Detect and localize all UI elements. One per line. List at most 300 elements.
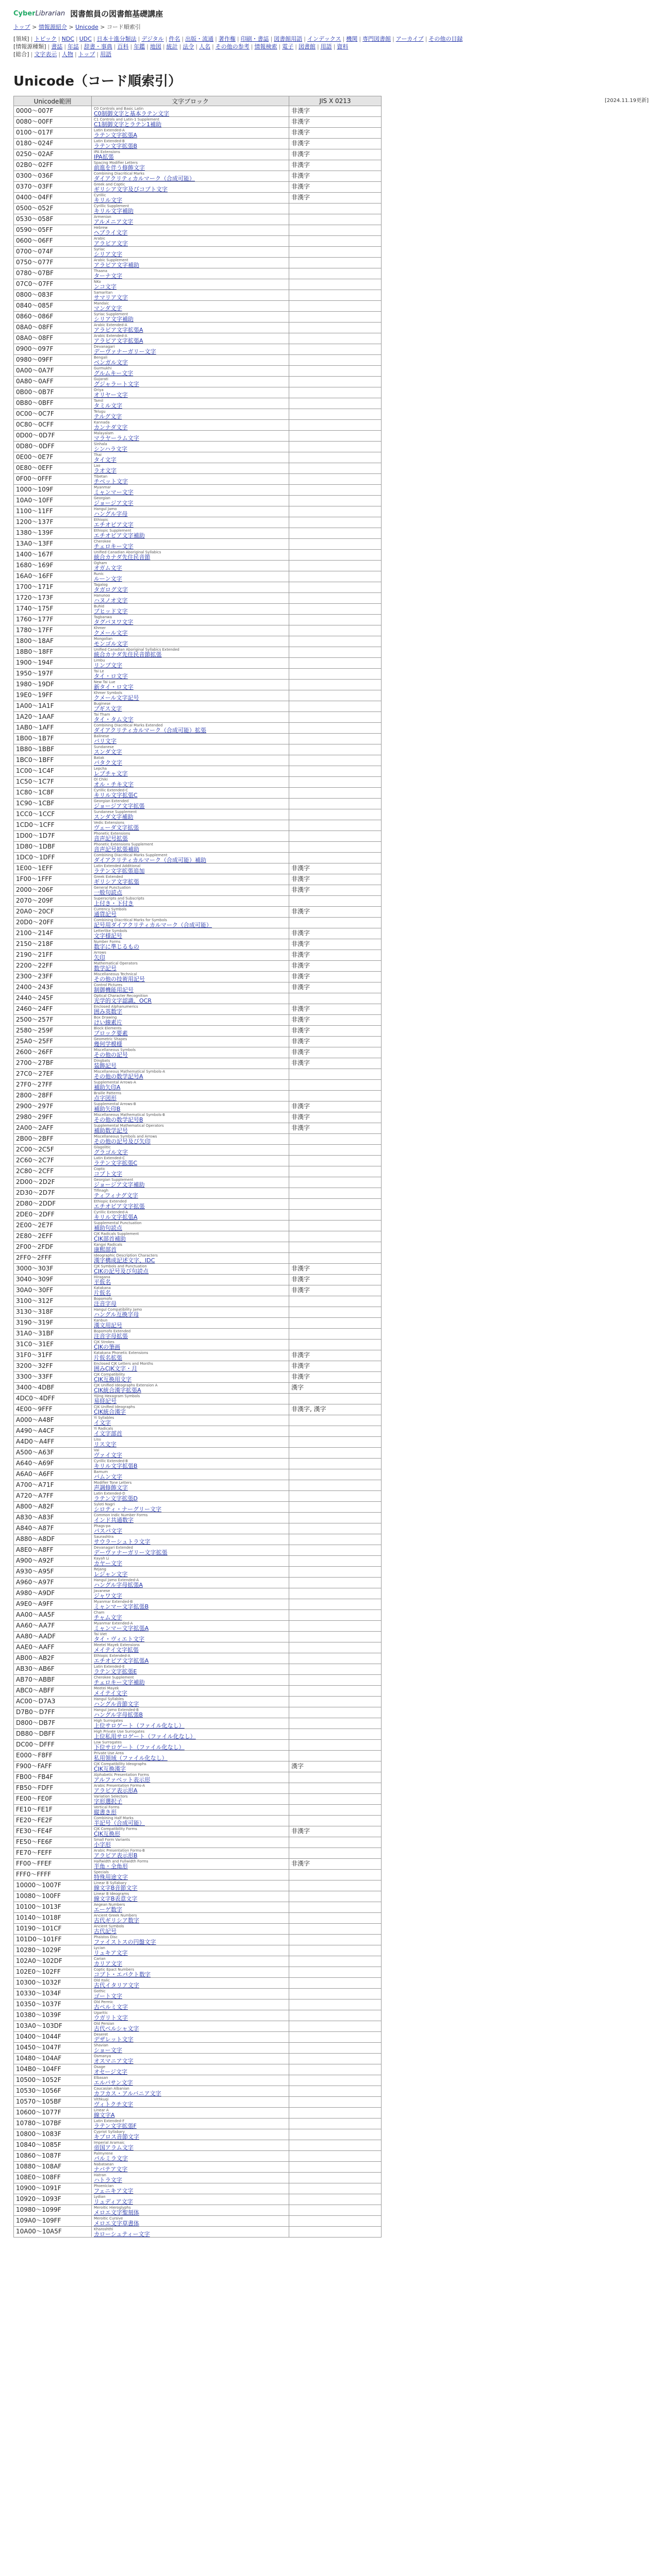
block-link[interactable]: 一般句読点 [94, 889, 122, 896]
table-row [14, 1221, 382, 1231]
block-link[interactable]: CJKの記号及び句読点 [94, 1268, 149, 1275]
site-logo[interactable]: CyberLibrarian [13, 9, 65, 18]
block-link[interactable]: 小字形 [94, 1841, 111, 1848]
jis-cell: 非漢字 [289, 1123, 382, 1134]
block-cell [92, 1134, 289, 1145]
block-link[interactable]: ジョージア文字拡張 [94, 803, 145, 809]
table-row [14, 1740, 382, 1751]
block-link[interactable]: CJK互換形 [94, 1831, 121, 1837]
block-link[interactable]: 補助数学記号 [94, 1127, 128, 1134]
jis-cell [289, 1621, 382, 1632]
jis-cell [289, 788, 382, 799]
block-link[interactable]: 囲み英数字 [94, 1008, 122, 1015]
block-link[interactable]: 点字図形 [94, 1095, 117, 1101]
breadcrumb-item[interactable]: 情報源紹介 [38, 24, 67, 30]
block-link[interactable]: クメール文字記号 [94, 694, 139, 701]
block-link[interactable]: 半記号（合成可能） [94, 1820, 145, 1826]
nav-link[interactable]: 用語 [320, 43, 332, 50]
nav-link[interactable]: 書誌 [51, 43, 63, 50]
block-link[interactable]: 片仮名拡張 [94, 1354, 122, 1361]
block-link[interactable]: ルーン文字 [94, 575, 122, 582]
nav-link[interactable]: 著作権 [218, 36, 236, 42]
range-cell: A980～A9DF [14, 1588, 92, 1599]
block-link[interactable]: イ文字部首 [94, 1430, 122, 1437]
block-link[interactable]: ミャンマー文字拡張B [94, 1603, 149, 1610]
nav-link[interactable]: その他の参考 [215, 43, 250, 50]
block-link[interactable]: シンハラ文字 [94, 446, 127, 452]
block-link[interactable]: 文字様記号 [94, 933, 122, 939]
block-link[interactable]: ラオ文字 [94, 467, 117, 474]
block-link[interactable]: 片仮名 [94, 1290, 111, 1296]
block-link[interactable]: 注音字母拡張 [94, 1333, 128, 1340]
jis-cell [289, 1459, 382, 1469]
nav-link[interactable]: 出版・流通 [185, 36, 214, 42]
block-link[interactable]: 数字に準じるもの [94, 943, 139, 950]
block-link[interactable]: 帝国アラム文字 [94, 2144, 134, 2151]
block-cell [92, 593, 289, 604]
block-link[interactable]: タイ・タム文字 [94, 716, 134, 723]
table-row [14, 766, 382, 777]
nav-link[interactable]: UDC [79, 36, 92, 42]
table-row [14, 2064, 382, 2075]
block-link[interactable]: カヤー文字 [94, 1560, 122, 1567]
block-english-name: Ugaritic [94, 2011, 108, 2015]
range-cell: FF00～FFEF [14, 1859, 92, 1870]
block-link[interactable]: メロエ文字草書体 [94, 2220, 139, 2227]
block-link[interactable]: インド共通数字 [94, 1517, 134, 1523]
range-cell: 1C90～1CBF [14, 799, 92, 809]
block-link[interactable]: ハングル字母 [94, 511, 128, 517]
range-cell: 0C00～0C7F [14, 409, 92, 420]
nav-link[interactable]: 人物 [62, 51, 74, 58]
block-link[interactable]: 囲みCJK文字・月 [94, 1365, 138, 1372]
block-link[interactable]: タイ文字 [94, 456, 117, 463]
range-cell: 10530～1056F [14, 2086, 92, 2097]
nav-link[interactable]: インデックス [307, 36, 341, 42]
block-link[interactable]: カローシュティー文字 [94, 2231, 150, 2238]
block-link[interactable]: ブギス文字 [94, 705, 122, 712]
block-link[interactable]: オスマニア文字 [94, 2058, 134, 2064]
range-cell: AB00～AB2F [14, 1653, 92, 1664]
block-link[interactable]: ショー文字 [94, 2047, 122, 2054]
block-link[interactable]: 私用領域（ファイル化なし） [94, 1755, 168, 1761]
block-link[interactable]: チェロキー文字 [94, 543, 134, 550]
block-link[interactable]: タミル文字 [94, 402, 122, 409]
block-link[interactable]: キプロス音節文字 [94, 2133, 139, 2140]
nav-link[interactable]: 地図 [150, 43, 161, 50]
block-link[interactable]: 字形選択子 [94, 1798, 122, 1805]
block-link[interactable]: スンダ文字 [94, 749, 122, 755]
block-link[interactable]: ヴィトクチ文字 [94, 2101, 134, 2108]
block-link[interactable]: ダイアクリティカルマーク（合成可能） [94, 175, 195, 182]
block-link[interactable]: キリル文字補助 [94, 208, 134, 214]
block-cell [92, 647, 289, 658]
block-link[interactable]: パルミラ文字 [94, 2155, 128, 2162]
block-link[interactable]: C1制御文字とラテン1補助 [94, 121, 162, 128]
table-row [14, 1480, 382, 1491]
block-link[interactable]: ヴァイ文字 [94, 1452, 122, 1459]
block-link[interactable]: 音声記号拡張 [94, 835, 128, 842]
block-link[interactable]: バムン文字 [94, 1473, 122, 1480]
block-link[interactable]: ジョージア文字 [94, 500, 134, 506]
block-link[interactable]: ラテン文字拡張A [94, 132, 137, 139]
block-link[interactable]: その他の技術用記号 [94, 976, 145, 982]
range-cell: 10080～100FF [14, 1891, 92, 1902]
block-link[interactable]: エルバサン文字 [94, 2079, 133, 2086]
nav-separator: | [47, 43, 50, 50]
block-link[interactable]: ハングル音節文字 [94, 1701, 139, 1707]
block-link[interactable]: 前進を伴う修飾文字 [94, 164, 145, 171]
block-link[interactable]: エチオピア文字 [94, 521, 134, 528]
block-link[interactable]: ハングル字母拡張A [94, 1582, 143, 1588]
block-link[interactable]: CJKの筆画 [94, 1344, 121, 1350]
block-link[interactable]: 音声記号拡張補助 [94, 846, 139, 853]
range-cell: AC00～D7A3 [14, 1697, 92, 1707]
nav-link[interactable]: 情報検索 [254, 43, 277, 50]
block-link[interactable]: キリル文字 [94, 197, 122, 204]
block-link[interactable]: 古ペルミ文字 [94, 2004, 128, 2010]
block-english-name: Ogham [94, 561, 107, 565]
block-link[interactable]: フェニキア文字 [94, 2188, 134, 2194]
nav-link[interactable]: その他の目録 [428, 36, 463, 42]
block-english-name: CJK Unified Ideographs Extension A [94, 1383, 158, 1387]
block-link[interactable]: 声調修飾文字 [94, 1484, 128, 1491]
block-link[interactable]: コプト文字 [94, 1171, 122, 1177]
block-cell [92, 2129, 289, 2140]
block-link[interactable]: ファイストスの円盤文字 [94, 1939, 156, 1945]
nav-link[interactable]: 百科 [117, 43, 129, 50]
nav-link[interactable]: 図書館用語 [274, 36, 303, 42]
block-link[interactable]: メロエ文字聖刻体 [94, 2209, 139, 2216]
block-link[interactable]: C0制御文字と基本ラテン文字 [94, 110, 170, 117]
block-link[interactable]: CJK互換漢字 [94, 1766, 126, 1772]
block-link[interactable]: ラテン文字拡張D [94, 1495, 138, 1502]
block-link[interactable]: 古代ギリシア数字 [94, 1917, 139, 1924]
block-link[interactable]: ティフィナグ文字 [94, 1192, 138, 1199]
block-link[interactable]: ブヒッド文字 [94, 608, 128, 615]
block-link[interactable]: IPA拡張 [94, 154, 114, 160]
block-link[interactable]: ブロック要素 [94, 1030, 128, 1037]
block-link[interactable]: 光学的文字認識、OCR [94, 997, 152, 1004]
block-link[interactable]: グジャラート文字 [94, 381, 139, 387]
block-link[interactable]: ミャンマー文字拡張A [94, 1625, 149, 1632]
block-cell [92, 485, 289, 496]
nav-link[interactable]: 件名 [169, 36, 180, 42]
block-link[interactable]: 記号用ダイアクリティカルマーク（合成可能） [94, 922, 212, 928]
block-link[interactable]: デーヴァナーガリー文字 [94, 348, 156, 355]
block-link[interactable]: ヘブライ文字 [94, 229, 128, 236]
block-link[interactable]: オガム文字 [94, 565, 122, 571]
nav-link[interactable]: 電子 [282, 43, 294, 50]
table-row [14, 333, 382, 344]
block-link[interactable]: モンゴル文字 [94, 640, 128, 647]
block-link[interactable]: ラテン文字拡張追加 [94, 868, 145, 874]
range-cell: 3200～32FF [14, 1361, 92, 1372]
block-link[interactable]: タイ・ロ文字 [94, 673, 128, 680]
block-link[interactable]: 線文字B表意文字 [94, 1895, 138, 1902]
block-english-name: Glagolitic [94, 1145, 111, 1149]
block-link[interactable]: アラビア文字 [94, 240, 128, 247]
jis-cell [289, 452, 382, 463]
block-link[interactable]: バリ文字 [94, 738, 117, 744]
block-english-name: Combining Half Marks [94, 1816, 134, 1820]
block-link[interactable]: アラビア文字補助 [94, 262, 139, 268]
block-cell [92, 1783, 289, 1794]
range-cell: 0840～085F [14, 301, 92, 312]
block-link[interactable]: リス文字 [94, 1441, 117, 1448]
block-link[interactable]: マンダ文字 [94, 305, 122, 312]
block-link[interactable]: チャム文字 [94, 1614, 122, 1621]
block-link[interactable]: 通貨記号 [94, 911, 117, 918]
block-link[interactable]: ラテン文字拡張B [94, 143, 137, 149]
block-link[interactable]: ハングル互換字母 [94, 1311, 139, 1318]
nav-link[interactable]: 資料 [337, 43, 349, 50]
block-link[interactable]: サウラーシュトラ文字 [94, 1538, 151, 1545]
block-link[interactable]: 古代ペルシャ文字 [94, 2025, 139, 2032]
block-link[interactable]: 康熙部首 [94, 1246, 117, 1253]
block-link[interactable]: タグバヌワ文字 [94, 619, 134, 625]
range-cell: 31F0～31FF [14, 1350, 92, 1361]
table-row [14, 712, 382, 723]
table-row [14, 1491, 382, 1502]
block-link[interactable]: シリア文字補助 [94, 316, 134, 323]
block-link[interactable]: アラビア表示形A [94, 1787, 138, 1794]
breadcrumb-item[interactable]: Unicode [75, 24, 98, 30]
nav-link[interactable]: 文字表示 [34, 51, 57, 58]
nav-separator: | [162, 43, 165, 50]
block-english-name: Gothic [94, 1989, 106, 1993]
block-link[interactable]: ゴート文字 [94, 1993, 122, 1999]
block-link[interactable]: 制御機能用記号 [94, 987, 134, 993]
block-link[interactable]: シリア文字 [94, 251, 122, 258]
block-link[interactable]: シロティ・ナーグリー文字 [94, 1506, 162, 1513]
nav-link[interactable]: 印刷・書誌 [240, 36, 269, 42]
block-link[interactable]: ハヌノオ文字 [94, 597, 128, 604]
block-link[interactable]: レプチャ文字 [94, 770, 128, 777]
block-link[interactable]: タイ・ヴィエト文字 [94, 1636, 145, 1642]
block-link[interactable]: ジョージア文字補助 [94, 1181, 145, 1188]
block-english-name: CJK Unified Ideographs [94, 1405, 135, 1409]
block-link[interactable]: テルグ文字 [94, 413, 122, 420]
range-cell: 1900～194F [14, 658, 92, 669]
block-link[interactable]: アラビア表示形B [94, 1852, 138, 1859]
nav-link[interactable]: 年誌 [68, 43, 79, 50]
block-link[interactable]: パスパ文字 [94, 1528, 122, 1534]
block-link[interactable]: マラヤーラム文字 [94, 435, 139, 442]
block-link[interactable]: CJK統合漢字拡張A [94, 1387, 141, 1394]
jis-cell: 非漢字 [289, 1859, 382, 1870]
block-link[interactable]: 線文字B音節文字 [94, 1885, 138, 1891]
block-link[interactable]: ジャワ文字 [94, 1592, 122, 1599]
block-link[interactable]: ラテン文字拡張F [94, 2123, 137, 2129]
block-link[interactable]: リンブ文字 [94, 662, 122, 669]
block-link[interactable]: 古代イタリア文字 [94, 1982, 139, 1989]
block-link[interactable]: キリル文字拡張C [94, 792, 138, 799]
block-link[interactable]: デザレット文字 [94, 2036, 134, 2043]
block-link[interactable]: ラテン文字拡張C [94, 1160, 138, 1166]
block-link[interactable]: 漢文用記号 [94, 1322, 122, 1329]
block-link[interactable]: 新タイ・ロ文字 [94, 684, 134, 690]
block-link[interactable]: 下位サロゲート（ファイル化なし） [94, 1744, 185, 1751]
nav-link[interactable]: NDC [61, 36, 74, 42]
nav-link[interactable]: トピック [34, 36, 57, 42]
block-link[interactable]: グルムキー文字 [94, 370, 134, 377]
block-link[interactable]: エチオピア文字補助 [94, 532, 145, 539]
range-cell: 19E0～19FF [14, 690, 92, 701]
block-link[interactable]: 線文字A [94, 2112, 115, 2119]
block-link[interactable]: その他の数学記号B [94, 1116, 143, 1123]
jis-cell [289, 1989, 382, 1999]
block-link[interactable]: 古代記号 [94, 1928, 117, 1935]
block-link[interactable]: オセージ文字 [94, 2069, 128, 2075]
block-link[interactable]: けい線素片 [94, 1019, 122, 1026]
block-link[interactable]: 補助句読点 [94, 1225, 122, 1231]
block-link[interactable]: ラテン文字拡張E [94, 1668, 137, 1675]
table-row [14, 2054, 382, 2064]
block-link[interactable]: リュキア文字 [94, 1950, 128, 1956]
range-cell: A880～A8DF [14, 1534, 92, 1545]
block-link[interactable]: ダイアクリティカルマーク（合成可能）補助 [94, 857, 207, 863]
block-link[interactable]: ミャンマー文字 [94, 489, 134, 496]
block-link[interactable]: 漢字構成記述文字、IDC [94, 1257, 155, 1264]
block-link[interactable]: ハトラ文字 [94, 2177, 122, 2183]
block-link[interactable]: サマリア文字 [94, 294, 128, 301]
jis-cell [289, 615, 382, 625]
jis-cell [289, 333, 382, 344]
jis-cell [289, 1156, 382, 1166]
block-link[interactable]: 補助矢印A [94, 1084, 121, 1091]
block-english-name: Small Form Variants [94, 1838, 130, 1842]
block-link[interactable]: 易経記号 [94, 1398, 117, 1404]
block-link[interactable]: 統合カナダ先住民音節拡張 [94, 651, 162, 658]
table-row [14, 2183, 382, 2194]
block-link[interactable]: バタク文字 [94, 759, 122, 766]
block-link[interactable]: 幾何学模様 [94, 1041, 122, 1047]
block-link[interactable]: グラゴル文字 [94, 1149, 128, 1156]
block-link[interactable]: ンコ文字 [94, 283, 117, 290]
block-link[interactable]: カフカス・アルバニア文字 [94, 2090, 161, 2097]
block-link[interactable]: チェロキー文字補助 [94, 1679, 145, 1686]
block-link[interactable]: ナバテア文字 [94, 2166, 128, 2173]
nav-link[interactable]: 機関 [346, 36, 358, 42]
block-link[interactable]: リュディア文字 [94, 2198, 133, 2205]
block-link[interactable]: アラビア文字拡張A [94, 327, 143, 333]
block-link[interactable]: レジャン文字 [94, 1571, 128, 1578]
block-link[interactable]: 補助矢印B [94, 1106, 121, 1112]
block-link[interactable]: 平仮名 [94, 1279, 111, 1285]
block-link[interactable]: アラビア文字拡張A [94, 337, 143, 344]
nav-link[interactable]: 専門図書館 [362, 36, 391, 42]
nav-link[interactable]: 辞書・事典 [84, 43, 112, 50]
block-link[interactable]: カンナダ文字 [94, 424, 128, 431]
block-link[interactable]: キリル文字拡張B [94, 1463, 138, 1469]
block-link[interactable]: メイテイ文字拡張 [94, 1647, 139, 1653]
block-link[interactable]: タガログ文字 [94, 586, 128, 593]
block-link[interactable]: ウガリト文字 [94, 2014, 128, 2021]
block-link[interactable]: オリヤー文字 [94, 392, 128, 398]
block-link[interactable]: その他の記号及び矢印 [94, 1138, 151, 1145]
nav-link[interactable]: 統計 [166, 43, 178, 50]
block-link[interactable]: ダイアクリティカルマーク（合成可能）拡張 [94, 727, 207, 734]
block-link[interactable]: コプト・エパクト数字 [94, 1971, 151, 1978]
block-link[interactable]: 縦書き形 [94, 1809, 117, 1816]
nav-link[interactable]: トップ [78, 51, 95, 58]
block-link[interactable]: クメール文字 [94, 630, 128, 636]
block-link[interactable]: 矢印 [94, 954, 105, 961]
block-link[interactable]: ハングル字母拡張B [94, 1711, 143, 1718]
block-link[interactable]: アルファベット表示形 [94, 1776, 151, 1783]
nav-link[interactable]: 人名 [199, 43, 211, 50]
block-link[interactable]: ヴェーダ文字拡張 [94, 824, 139, 831]
table-row [14, 582, 382, 593]
block-link[interactable]: CJK互換用文字 [94, 1376, 132, 1383]
nav-link[interactable]: デジタル [141, 36, 164, 42]
block-link[interactable]: ギリシア文字及びコプト文字 [94, 186, 168, 193]
block-link[interactable]: 統合カナダ先住民音節 [94, 554, 151, 561]
block-link[interactable]: チベット文字 [94, 478, 128, 485]
block-link[interactable]: 注音字母 [94, 1300, 117, 1307]
block-link[interactable]: エーゲ数字 [94, 1906, 122, 1913]
nav-link[interactable]: アーカイブ [395, 36, 424, 42]
block-link[interactable]: デーヴァナーガリー文字拡張 [94, 1549, 168, 1556]
jis-cell [289, 1480, 382, 1491]
nav-link[interactable]: 用語 [100, 51, 112, 58]
block-link[interactable]: エチオピア文字拡張 [94, 1203, 145, 1210]
table-row [14, 1188, 382, 1199]
block-link[interactable]: CJK統合漢字 [94, 1409, 126, 1415]
jis-cell [289, 344, 382, 355]
block-link[interactable]: 装飾記号 [94, 1062, 117, 1069]
table-row [14, 1729, 382, 1740]
block-link[interactable]: 上付き・下付き [94, 900, 134, 907]
jis-cell [289, 1578, 382, 1588]
block-link[interactable]: スンダ文字補助 [94, 814, 134, 820]
block-link[interactable]: 数学記号 [94, 965, 117, 972]
block-english-name: Yi Radicals [94, 1427, 113, 1431]
block-link[interactable]: エチオピア文字拡張A [94, 1657, 149, 1664]
block-link[interactable]: 特殊用途文字 [94, 1874, 128, 1880]
block-link[interactable]: 半角・全角形 [94, 1863, 128, 1870]
table-row [14, 907, 382, 918]
block-link[interactable]: アルメニア文字 [94, 218, 134, 225]
block-cell [92, 820, 289, 831]
block-cell [92, 377, 289, 387]
block-link[interactable]: キリル文字拡張A [94, 1214, 138, 1221]
block-link[interactable]: CJK部首補助 [94, 1235, 126, 1242]
nav-link[interactable]: 年鑑 [134, 43, 145, 50]
nav-link[interactable]: 図書館 [298, 43, 316, 50]
block-link[interactable]: 上位サロゲート（ファイル化なし） [94, 1722, 185, 1729]
block-link[interactable]: ギリシア文字拡張 [94, 878, 139, 885]
block-link[interactable]: その他の数学記号A [94, 1073, 143, 1080]
table-row [14, 1307, 382, 1318]
block-cell [92, 528, 289, 539]
block-link[interactable]: イ文字 [94, 1419, 111, 1426]
block-link[interactable]: カリア文字 [94, 1960, 122, 1967]
block-link[interactable]: メイテイ文字 [94, 1690, 128, 1697]
site-title[interactable]: 図書館員の図書館基礎講座 [70, 9, 163, 19]
block-link[interactable]: 上位私用サロゲート（ファイル化なし） [94, 1733, 196, 1740]
jis-cell [289, 1210, 382, 1221]
breadcrumb-item[interactable]: トップ [13, 24, 30, 30]
block-link[interactable]: ターナ文字 [94, 273, 122, 279]
table-row [14, 669, 382, 680]
nav-link[interactable]: 日本十進分類法 [96, 36, 137, 42]
block-link[interactable]: その他の記号 [94, 1052, 128, 1058]
block-link[interactable]: オル・チキ文字 [94, 781, 134, 788]
nav-link[interactable]: 法令 [183, 43, 194, 50]
block-link[interactable]: ベンガル文字 [94, 359, 128, 366]
